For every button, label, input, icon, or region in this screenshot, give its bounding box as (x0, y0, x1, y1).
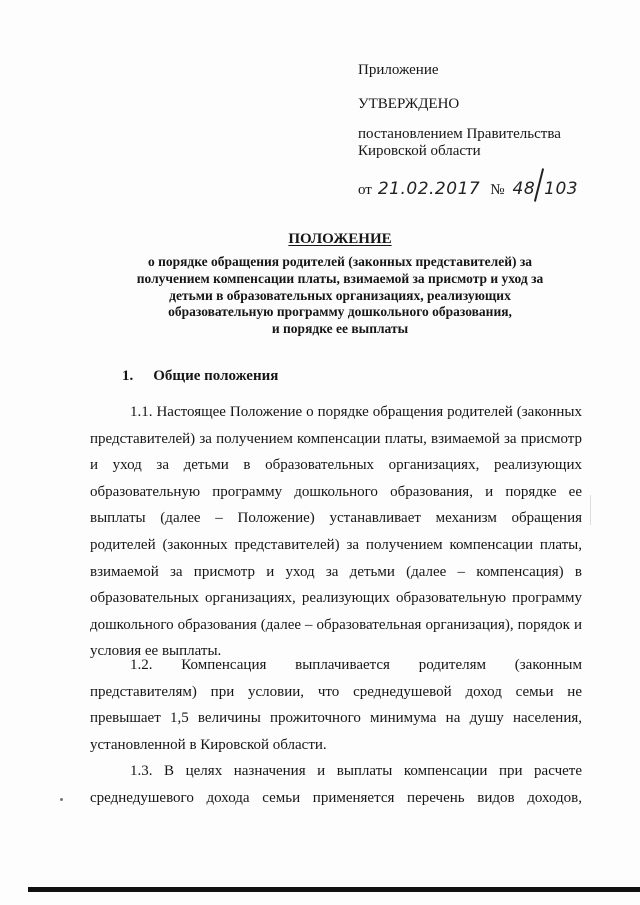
appendix-label: Приложение (358, 62, 439, 78)
bottom-scan-edge (28, 887, 640, 892)
document-title (60, 230, 620, 338)
date-prefix: от (358, 182, 372, 198)
paragraph-1-3: 1.3. В целях назначения и выплаты компенсации при расчете среднедушевого дохода семьи применяется перечень видов доходов, (90, 763, 582, 806)
title-line: детьми в образовательных организациях, реализующих (169, 287, 511, 303)
handwritten-slash (534, 168, 544, 201)
title-line: образовательную программу дошкольного образования, (168, 304, 512, 320)
section-heading (122, 368, 278, 385)
title-heading: ПОЛОЖЕНИЕ (288, 231, 392, 247)
scan-speck (60, 798, 63, 801)
handwritten-date: 21.02.2017 (377, 179, 481, 199)
scan-artifact (590, 495, 591, 525)
resolution-line-1: постановлением Правительства (358, 126, 561, 142)
resolution-line-2: Кировской области (358, 143, 481, 159)
title-line: и порядке ее выплаты (271, 321, 409, 337)
title-line: получением компенсации платы, взимаемой за присмотр и уход за (136, 270, 544, 286)
date-number-row (358, 160, 618, 199)
approved-label: УТВЕРЖДЕНО (358, 96, 460, 112)
section-title: Общие положения (153, 368, 279, 384)
handwritten-number-part1: 48 (512, 179, 536, 199)
approval-block (358, 62, 618, 199)
handwritten-number-part2: 103 (544, 179, 579, 199)
paragraph-1-1: 1.1. Настоящее Положение о порядке обращения родителей (законных представителей) за получением компенсации платы, взимаемой за присмотр и уход за детьми в образовательных организациях, реализующих образовательную программу дошкольного образования, и порядке ее выплаты (далее – Положение) устанавливает механизм обращения родителей (законных представителей) за получением компенсации платы, взимаемой за присмотр и уход за детьми (далее – компенсация) в образовательных организациях, реализующих образовательную программу дошкольного образования (далее – образовательная организация), порядок и условия ее выплаты. (90, 404, 582, 660)
title-line: о порядке обращения родителей (законных представителей) за (147, 254, 533, 269)
number-sign: № (490, 182, 505, 198)
section-number: 1. (122, 368, 134, 384)
paragraph-1-2: 1.2. Компенсация выплачивается родителям (законным представителям) при условии, что среднедушевой доход семьи не превышает 1,5 величины прожиточного минимума на душу населения, установленной в Кировской области. (90, 657, 582, 753)
